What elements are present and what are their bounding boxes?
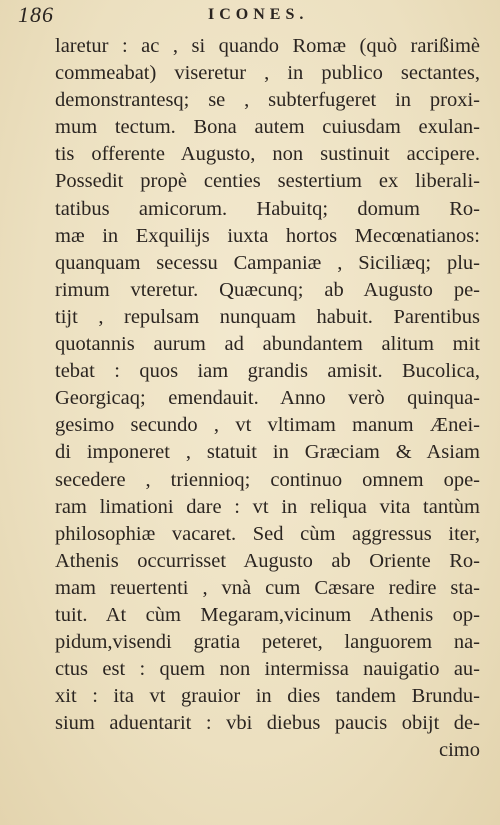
text-line: mam reuertenti , vnà cum Cæsare redire sta- xyxy=(55,576,480,599)
text-line: tis offerente Augusto, non sustinuit accipere. xyxy=(55,143,480,166)
text-line: tatibus amicorum. Habuitq; domum Ro- xyxy=(55,197,480,220)
text-line: rimum vteretur. Quæcunq; ab Augusto pe- xyxy=(55,278,480,301)
page-number: 186 xyxy=(18,2,54,27)
text-line: quotannis aurum ad abundantem alitum mit xyxy=(55,333,480,356)
text-line: Athenis occurrisset Augusto ab Oriente Ro- xyxy=(55,549,480,572)
text-line: commeabat) viseretur , in publico sectantes, xyxy=(55,62,480,85)
text-line: sium aduentarit : vbi diebus paucis obijt de- xyxy=(55,712,480,735)
text-line: Possedit propè centies sestertium ex liberali- xyxy=(55,170,480,193)
text-line: mum tectum. Bona autem cuiusdam exulan- xyxy=(55,116,480,139)
text-line: Georgicaq; emendauit. Anno verò quinqua- xyxy=(55,387,480,410)
text-line: ram limationi dare : vt in reliqua vita tantùm xyxy=(55,495,480,518)
text-line: gesimo secundo , vt vltimam manum Ænei- xyxy=(55,414,480,437)
text-line: tuit. At cùm Megaram,vicinum Athenis op- xyxy=(55,603,480,626)
text-line: philosophiæ vacaret. Sed cùm aggressus iter, xyxy=(55,522,480,545)
running-head: ICONES. xyxy=(208,6,309,23)
text-line: demonstrantesq; se , subterfugeret in proxi- xyxy=(55,89,480,112)
catchword: cimo xyxy=(439,739,480,762)
text-line: tijt , repulsam nunquam habuit. Parentibus xyxy=(55,305,480,328)
text-line: pidum,visendi gratia peteret, languorem na- xyxy=(55,631,480,654)
text-line: tebat : quos iam grandis amisit. Bucolica, xyxy=(55,360,480,383)
text-line: di imponeret , statuit in Græciam & Asiam xyxy=(55,441,480,464)
text-line: quanquam secessu Campaniæ , Siciliæq; plu- xyxy=(55,251,480,274)
text-line: mæ in Exquilijs iuxta hortos Mecœnatianos: xyxy=(55,224,480,247)
text-line: ctus est : quem non intermissa nauigatio au- xyxy=(55,658,480,681)
text-line: xit : ita vt grauior in dies tandem Brundu- xyxy=(55,685,480,708)
text-line: laretur : ac , si quando Romæ (quò rarißimè xyxy=(55,35,480,57)
body-text xyxy=(55,33,480,765)
text-line: secedere , triennioq; continuo omnem ope- xyxy=(55,468,480,491)
page-header xyxy=(18,2,368,28)
